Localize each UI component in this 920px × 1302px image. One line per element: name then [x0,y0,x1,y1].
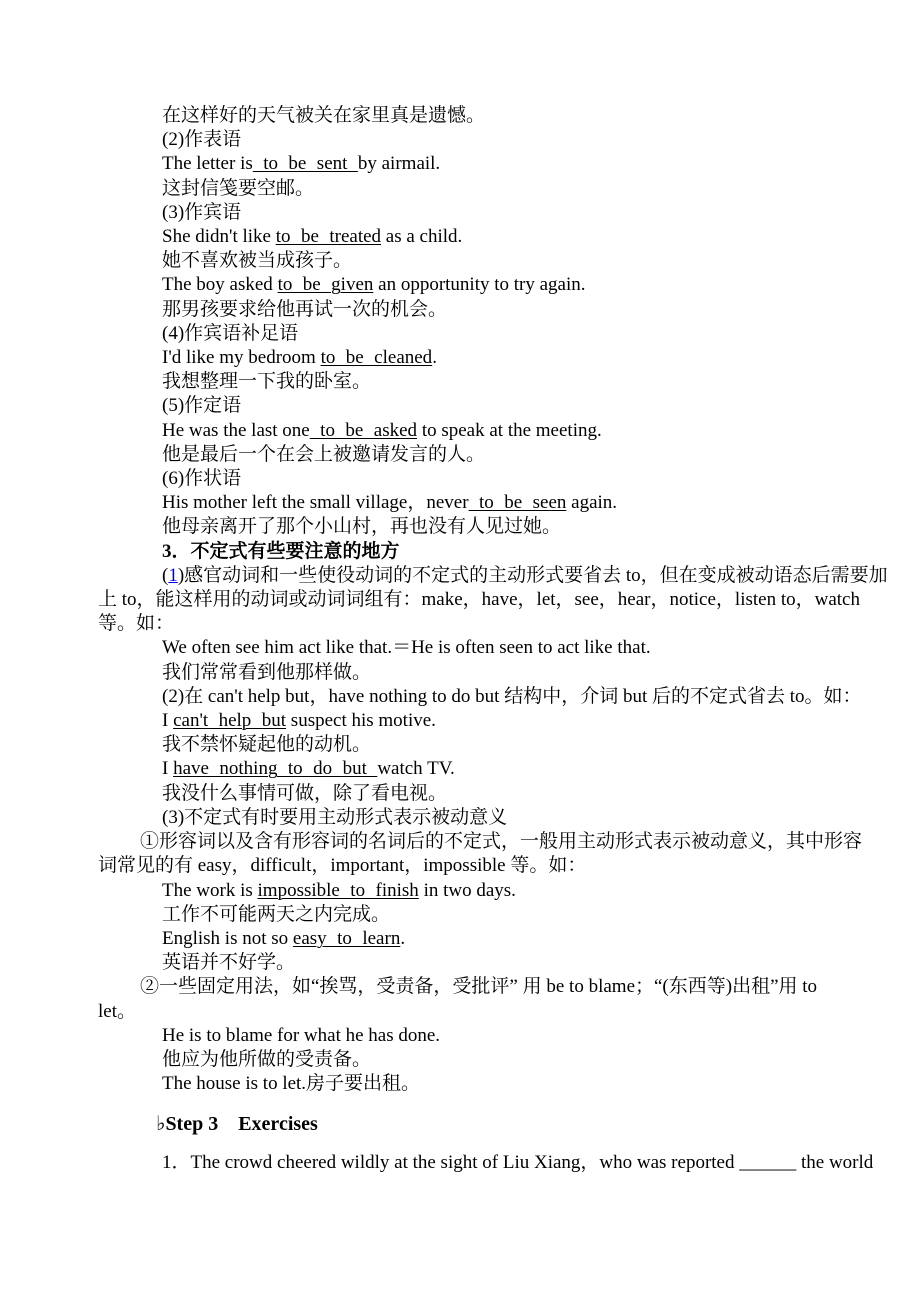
text-run: have nothing to do but [173,758,378,780]
text-run: 词常见的有 easy，difficult，important，impossible 等。如： [98,855,587,877]
paragraph-line [98,612,790,636]
text-run: to be treated [275,226,382,248]
answer-blank: ______ [739,1151,797,1173]
chinese-translation-line [98,951,790,975]
english-example-line [98,879,790,903]
chinese-translation-line [98,298,790,322]
english-example-line [98,1072,790,1096]
section-label-line [98,806,790,830]
text-run: the world [796,1151,874,1173]
text-run: She didn't like [162,226,276,248]
numbered-heading-line [98,540,790,564]
english-example-line [98,757,790,781]
text-run: 1．The crowd cheered wildly at the sight of Liu Xiang，who was reported [162,1151,740,1173]
step-heading-text: Step 3 Exercises [165,1113,318,1136]
text-run: ( [162,564,169,586]
text-run: I [162,758,174,780]
text-run: in two days. [418,879,516,901]
paragraph-line [98,1000,790,1024]
text-run: 我们常常看到他那样做。 [162,661,372,683]
text-run: I'd like my bedroom [162,347,321,369]
text-run: The work is [162,879,258,901]
text-run: (6)作状语 [162,468,242,490]
text-run: to speak at the meeting. [417,419,602,441]
text-run: . [400,927,406,949]
chinese-translation-line [98,104,790,128]
text-run: (4)作宾语补足语 [162,322,299,344]
text-run: (2)在 can't help but，have nothing to do but 结构中，介词 but 后的不定式省去 to。如： [162,685,862,707]
text-run: 他母亲离开了那个小山村，再也没有人见过她。 [162,516,562,538]
text-run: 我想整理一下我的卧室。 [162,371,372,393]
text-run: English is not so [162,927,293,949]
text-run: 工作不可能两天之内完成。 [162,903,391,925]
english-example-line [98,419,790,443]
text-run: His mother left the small village，never [162,492,469,514]
text-run: to be asked [309,419,418,441]
text-run: to be sent [252,153,358,175]
english-example-line [98,225,790,249]
text-run: The boy asked [162,274,278,296]
document-body [98,104,888,1175]
text-run: ①形容词以及含有形容词的名词后的不定式，一般用主动形式表示被动意义，其中形容 [140,831,863,853]
paragraph-line [98,975,818,999]
text-run: let。 [98,1000,136,1022]
text-run: (3)不定式有时要用主动形式表示被动意义 [162,806,508,828]
english-example-line [98,636,790,660]
text-run: 在这样好的天气被关在家里真是遗憾。 [162,105,486,126]
text-run: The house is to let.房子要出租。 [162,1073,421,1095]
text-run: )感官动词和一些使役动词的不定式的主动形式要省去 to，但在变成被动语态后需要加 [177,564,888,586]
chinese-translation-line [98,1048,790,1072]
section-label-line [98,394,790,418]
section-label-line [98,201,790,225]
text-run: an opportunity to try again. [373,274,586,296]
text-run: We often see him act like that.＝He is often seen to act like that. [162,637,651,659]
text-run: ②一些固定用法，如“挨骂，受责备，受批评” 用 be to blame；“(东西等)出租”用 to [140,976,818,998]
english-example-line [98,152,790,176]
text-run: 她不喜欢被当成孩子。 [162,250,353,272]
text-run: to be cleaned [320,347,433,369]
text-run: to be given [277,274,374,296]
text-run: 他是最后一个在会上被邀请发言的人。 [162,443,486,465]
text-run: 英语并不好学。 [162,952,296,974]
step-heading-line [98,1112,790,1136]
chinese-translation-line [98,177,790,201]
paragraph-line [98,685,862,709]
text-run: 等。如： [98,613,175,635]
text-run: 那男孩要求给他再试一次的机会。 [162,298,448,320]
chinese-translation-line [98,903,790,927]
text-run: The letter is [162,153,253,175]
text-run: (5)作定语 [162,395,242,417]
english-example-line [98,927,790,951]
section-label-line [98,322,790,346]
text-run: I [162,710,174,732]
chinese-translation-line [98,249,790,273]
text-run: as a child. [381,226,463,248]
text-run: easy to learn [292,927,401,949]
text-run: He is to blame for what he has done. [162,1024,441,1046]
text-run: 3．不定式有些要注意的地方 [162,540,400,562]
paragraph-line [98,564,888,588]
english-example-line [98,346,790,370]
text-run: 我没什么事情可做，除了看电视。 [162,782,448,804]
text-run: . [432,347,437,369]
text-run: He was the last one [162,419,310,441]
text-run: watch TV. [377,758,455,780]
text-run: 他应为他所做的受责备。 [162,1048,372,1070]
text-run: impossible to finish [257,879,419,901]
chinese-translation-line [98,443,790,467]
text-run: again. [566,492,618,514]
footnote-link[interactable]: 1 [168,564,178,586]
english-example-line [98,709,790,733]
chinese-translation-line [98,782,790,806]
text-run: suspect his motive. [286,710,436,732]
text-run: 这封信笺要空邮。 [162,177,315,199]
text-run: 上 to，能这样用的动词或动词词组有：make，have，let，see，hear，notice，listen to，watch [98,589,860,611]
english-example-line [98,1024,790,1048]
section-label-line [98,467,790,491]
paragraph-line [98,854,790,878]
section-label-line [98,128,790,152]
step-bullet-icon: ♭ [156,1113,166,1136]
english-example-line [98,491,790,515]
text-run: by airmail. [357,153,441,175]
chinese-translation-line [98,733,790,757]
chinese-translation-line [98,515,790,539]
exercise-line [98,1151,874,1175]
english-example-line [98,273,790,297]
chinese-translation-line [98,370,790,394]
paragraph-line [98,830,863,854]
text-run: (2)作表语 [162,129,242,151]
chinese-translation-line [98,661,790,685]
text-run: can't help but [173,710,287,732]
text-run: to be seen [468,492,567,514]
text-run: (3)作宾语 [162,201,242,223]
text-run: 我不禁怀疑起他的动机。 [162,734,372,756]
paragraph-line [98,588,860,612]
